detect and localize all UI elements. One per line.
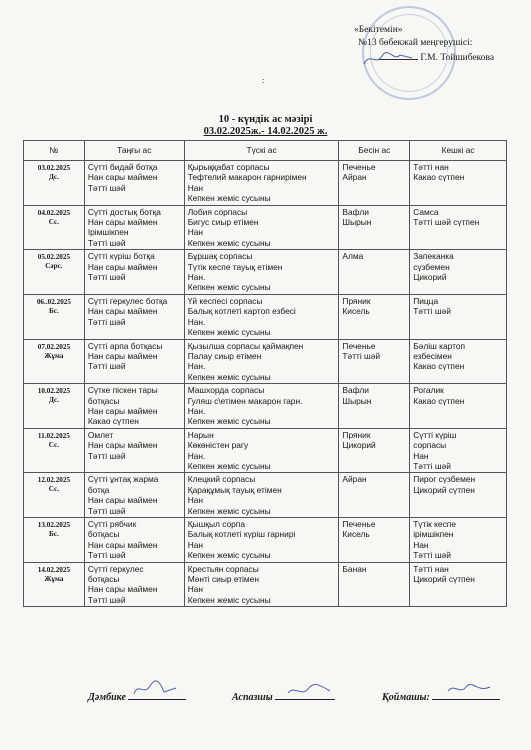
dish-item: Тәтті шәй (87, 361, 126, 372)
dish-item: сорпасы (413, 440, 447, 451)
dinner-cell (410, 473, 507, 518)
snack-cell (339, 518, 410, 563)
dish-item: Нан сары маймен (87, 306, 158, 317)
breakfast-cell (84, 205, 184, 250)
storekeeper-label: Қоймашы: (382, 692, 430, 703)
table-row (24, 562, 507, 607)
lunch-cell (184, 473, 339, 518)
dish-item: Сүтті геркулес (87, 563, 144, 574)
dish-item: Тәтті шәй (87, 272, 126, 283)
dish-item: Рогалик (413, 385, 444, 396)
dish-item: Қарақұмық тауық етімен (187, 484, 282, 495)
dish-item: Пицца (413, 295, 439, 306)
dish-item: Кепкен жеміс сусыны (187, 327, 271, 338)
date-value: 07.02.2025 (37, 342, 71, 351)
dish-item: Кепкен жеміс сусыны (187, 193, 271, 204)
dinner-cell (410, 161, 507, 206)
dish-item: Нан. (187, 316, 206, 327)
date-value: 04.02.2025 (37, 208, 71, 217)
dish-item: Машхорда сорпасы (187, 385, 265, 396)
dish-item: Тәтті шәй (413, 550, 451, 561)
dish-item: Нан (187, 227, 204, 238)
table-row (24, 294, 507, 339)
weekday: Жұма (44, 574, 64, 583)
dish-item: Тәтті шәй (87, 550, 126, 561)
table-row (24, 339, 507, 384)
dish-item: Нан сары маймен (87, 405, 158, 416)
table-row (24, 518, 507, 563)
dish-item: Кепкен жеміс сусыны (187, 416, 271, 427)
dish-item: Вафли (342, 385, 369, 396)
breakfast-cell (84, 294, 184, 339)
table-header-row (24, 141, 507, 161)
dish-item: ботқасы (87, 395, 120, 406)
dish-item: Сүтті достық ботқа (87, 206, 161, 217)
breakfast-cell (84, 518, 184, 563)
dish-item: Пряник (342, 429, 371, 440)
dish-item: Нан. (187, 272, 206, 283)
dish-item: Кепкен жеміс сусыны (187, 594, 271, 605)
dinner-cell (410, 339, 507, 384)
breakfast-cell (84, 473, 184, 518)
date-value: 05.02.2025 (37, 253, 71, 262)
date-cell (24, 339, 85, 384)
snack-cell (339, 562, 410, 607)
snack-cell (339, 205, 410, 250)
dish-item: Кисель (342, 529, 370, 540)
dish-item: Цикорий (413, 272, 447, 283)
dinner-cell (410, 250, 507, 295)
dish-item: Нан (187, 182, 204, 193)
weekday: Дс. (48, 396, 59, 405)
snack-cell (339, 384, 410, 429)
dish-item: Тәтті шәй (413, 460, 451, 471)
date-cell (24, 250, 85, 295)
date-value: 13.02.2025 (37, 521, 71, 529)
header-number: № (24, 141, 85, 161)
dish-item: Нан (187, 539, 204, 550)
dish-item: ботқа (87, 484, 110, 495)
dish-item: Тефтелий макарон гарнирімен (187, 172, 307, 183)
dish-item: Кепкен жеміс сусыны (187, 371, 271, 382)
dish-item: Нарын (187, 429, 214, 440)
dish-item: Кисель (342, 306, 370, 317)
dish-item: Кепкен жеміс сусыны (187, 505, 271, 516)
head-signature-scribble (360, 50, 420, 70)
menu-period: 03.02.2025ж.- 14.02.2025 ж. (203, 126, 328, 137)
dish-item: Клецкий сорпасы (187, 474, 256, 485)
dish-item: Бұршақ сорпасы (187, 251, 253, 262)
dish-item: Ірімшікпен (87, 227, 129, 238)
approval-line2: №13 бөбекжай меңгерушісі: (358, 38, 473, 48)
lunch-cell (184, 384, 339, 429)
table-row (24, 473, 507, 518)
dish-item: Бәліш картоп (413, 340, 466, 351)
dish-item: Сүтке піскен тары (87, 385, 158, 396)
lunch-cell (184, 562, 339, 607)
table-row (24, 384, 507, 429)
dish-item: Какао сүтпен (413, 172, 465, 183)
menu-title: 10 - күндік ас мәзірі (218, 114, 313, 125)
date-value: 14.02.2025 (37, 565, 71, 574)
date-value: 12.02.2025 (37, 476, 71, 485)
dish-item: Сүтті рябчик (87, 519, 137, 529)
lunch-cell (184, 518, 339, 563)
dish-item: Нан. (187, 405, 206, 416)
dish-item: Айран (342, 474, 367, 485)
date-cell (24, 161, 85, 206)
dish-item: Тәтті шәй (87, 594, 126, 605)
dinner-cell (410, 428, 507, 473)
breakfast-cell (84, 428, 184, 473)
snack-cell (339, 428, 410, 473)
dish-item: Какао сүтпен (87, 416, 139, 427)
weekday: Сс. (48, 217, 60, 226)
date-cell (24, 294, 85, 339)
dish-item: ботқасы (87, 529, 120, 540)
dish-item: Нан сары маймен (87, 261, 158, 272)
dish-item: Кепкен жеміс сусыны (187, 460, 271, 471)
date-value: 10.02.2025 (37, 387, 71, 396)
dish-item: Печенье (342, 340, 376, 351)
table-row (24, 161, 507, 206)
dish-item: Цикорий сүтпен (413, 574, 475, 585)
dish-item: Цикорий (342, 440, 376, 451)
dish-item: Нан. (187, 361, 206, 372)
dish-item: сүзбемен (413, 261, 450, 272)
dish-item: Нан сары маймен (87, 217, 158, 228)
dish-item: Банан (342, 563, 367, 574)
dish-item: Кепкен жеміс сусыны (187, 282, 271, 293)
dish-item: Айран (342, 172, 367, 183)
dish-item: Қызылша сорпасы қаймақпен (187, 340, 304, 351)
snack-cell (339, 294, 410, 339)
snack-cell (339, 161, 410, 206)
header-breakfast: Таңғы ас (84, 141, 184, 161)
dish-item: Қышқыл сорпа (187, 519, 245, 529)
weekday: Сәрс. (45, 262, 63, 271)
dinner-cell (410, 384, 507, 429)
date-cell (24, 428, 85, 473)
header-dinner: Кешкі ас (410, 141, 507, 161)
table-body (24, 161, 507, 607)
breakfast-cell (84, 161, 184, 206)
table-row (24, 250, 507, 295)
dish-item: Какао сүтпен (413, 395, 465, 406)
dish-item: Нан (187, 495, 204, 506)
date-cell (24, 518, 85, 563)
weekday: Жұма (44, 351, 64, 360)
date-value: 03.02.2025 (37, 164, 71, 172)
dish-item: Шырын (342, 217, 372, 228)
lunch-cell (184, 250, 339, 295)
dish-item: Тәтті шәй (87, 505, 126, 516)
weekday: Дс. (48, 173, 59, 181)
head-name: Г.М. Тойшибекова (420, 53, 495, 63)
dish-item: Пирог сүзбемен (413, 474, 476, 485)
dish-item: ботқасы (87, 574, 120, 585)
dish-item: Лобия сорпасы (187, 206, 248, 217)
breakfast-cell (84, 562, 184, 607)
dish-item: Қырыққабат сорпасы (187, 162, 270, 172)
dish-item: Нан (413, 450, 429, 461)
header-lunch: Түскі ас (184, 141, 339, 161)
date-cell (24, 205, 85, 250)
cook-signature (284, 679, 334, 701)
dish-item: Балық котлеті күріш гарнирі (187, 529, 296, 540)
dish-item: Палау сиыр етімен (187, 350, 262, 361)
dish-item: Нан сары маймен (87, 172, 158, 183)
lunch-cell (184, 161, 339, 206)
dish-item: Кепкен жеміс сусыны (187, 550, 271, 561)
date-cell (24, 384, 85, 429)
dish-item: Нан (413, 539, 429, 550)
dish-item: Тәтті шәй сүтпен (413, 217, 480, 228)
cook-label: Аспазшы (232, 692, 273, 703)
dish-item: Тәтті шәй (87, 237, 126, 248)
table-row (24, 428, 507, 473)
storekeeper-signature (444, 679, 494, 701)
stray-mark: : (262, 76, 265, 85)
dish-item: Нан сары маймен (87, 495, 158, 506)
dish-item: Түтік кеспе (413, 519, 456, 529)
dish-item: Шырын (342, 395, 372, 406)
date-cell (24, 473, 85, 518)
weekday: Бс. (49, 306, 59, 315)
dinner-cell (410, 205, 507, 250)
dinner-cell (410, 518, 507, 563)
dish-item: Бигус сиыр етімен (187, 217, 259, 228)
snack-cell (339, 339, 410, 384)
dish-item: Нан (187, 584, 204, 595)
breakfast-cell (84, 250, 184, 295)
dish-item: Алма (342, 251, 364, 262)
lunch-cell (184, 205, 339, 250)
dish-item: Нан сары маймен (87, 350, 158, 361)
snack-cell (339, 473, 410, 518)
dish-item: Гуляш с\етімен макарон гарн. (187, 395, 303, 406)
dish-item: Тәтті шәй (87, 450, 126, 461)
dish-item: Тәтті шәй (87, 316, 126, 327)
dish-item: Цикорий сүтпен (413, 484, 475, 495)
weekday: Сс. (48, 485, 60, 494)
dish-item: Тәтті шәй (87, 182, 126, 193)
dish-item: Пряник (342, 295, 371, 306)
dish-item: ірімшікпен (413, 529, 454, 540)
dish-item: Түтік кеспе тауық етімен (187, 261, 283, 272)
dish-item: езбесімен (413, 350, 452, 361)
lunch-cell (184, 428, 339, 473)
dish-item: Сүтті бидай ботқа (87, 162, 158, 172)
lunch-cell (184, 294, 339, 339)
table-row (24, 205, 507, 250)
dish-item: Тәтті нан (413, 162, 449, 172)
dish-item: Сүтті геркулес ботқа (87, 295, 168, 306)
dinner-cell (410, 294, 507, 339)
dish-item: Нан сары маймен (87, 539, 158, 550)
dietitian-label: Дәмбике (88, 692, 126, 703)
breakfast-cell (84, 384, 184, 429)
dish-item: Крестьян сорпасы (187, 563, 259, 574)
lunch-cell (184, 339, 339, 384)
menu-table (23, 140, 507, 607)
dish-item: Вафли (342, 206, 369, 217)
weekday: Бс. (49, 530, 59, 538)
dietitian-signature (130, 678, 180, 700)
approval-line1: «Бекітемін» (354, 25, 403, 35)
dish-item: Тәтті шәй (342, 350, 381, 361)
dish-item: Көкөністен рагу (187, 440, 249, 451)
dish-item: Тәтті нан (413, 563, 449, 574)
dish-item: Сүтті арпа ботқасы (87, 340, 163, 351)
dinner-cell (410, 562, 507, 607)
date-value: 06..02.2025 (36, 297, 71, 306)
date-value: 11.02.2025 (37, 431, 70, 440)
dish-item: Сүтті күріш ботқа (87, 251, 155, 262)
dish-item: Үй кеспесі сорпасы (187, 295, 263, 306)
dish-item: Запеканка (413, 251, 454, 262)
dish-item: Омлет (87, 429, 114, 440)
dish-item: Нан сары маймен (87, 440, 158, 451)
date-cell (24, 562, 85, 607)
dish-item: Нан сары маймен (87, 584, 158, 595)
dish-item: Нан. (187, 450, 206, 461)
dish-item: Сүтті ұнтақ жарма (87, 474, 159, 485)
dish-item: Мәнті сиыр етімен (187, 574, 259, 585)
dish-item: Тәтті шәй (413, 306, 451, 317)
dish-item: Печенье (342, 162, 376, 172)
snack-cell (339, 250, 410, 295)
dish-item: Балық котлеті картоп езбесі (187, 306, 296, 317)
weekday: Сс. (48, 440, 60, 449)
header-snack: Бесін ас (339, 141, 410, 161)
breakfast-cell (84, 339, 184, 384)
dish-item: Самса (413, 206, 439, 217)
dish-item: Кепкен жеміс сусыны (187, 237, 271, 248)
dish-item: Сүтті күріш (413, 429, 457, 440)
dish-item: Печенье (342, 519, 376, 529)
dish-item: Какао сүтпен (413, 361, 465, 372)
